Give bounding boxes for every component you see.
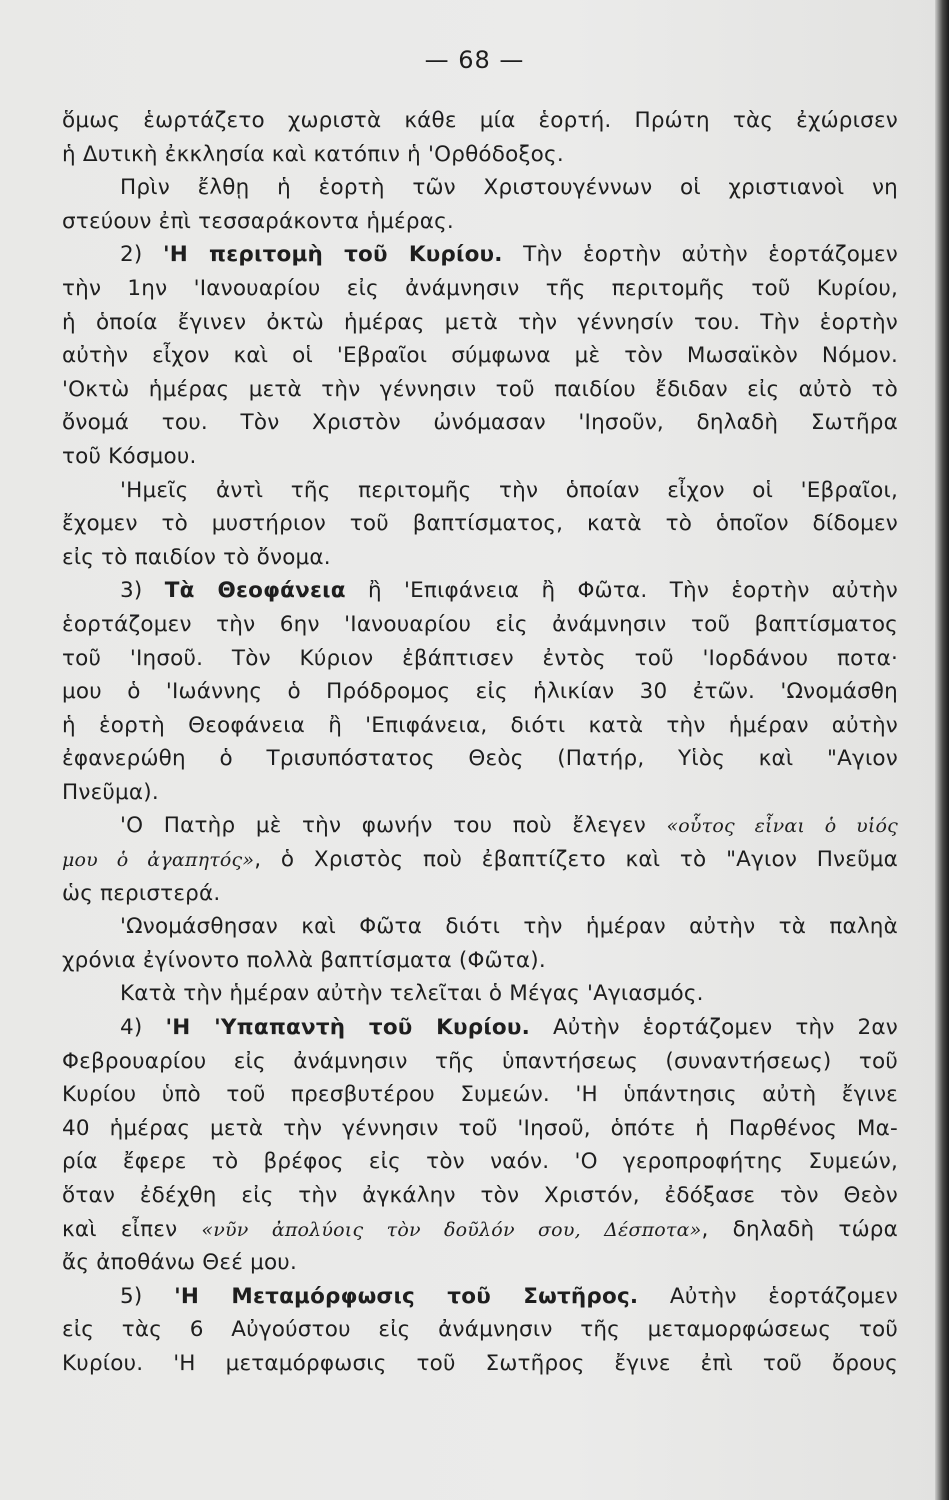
text-line — [62, 171, 898, 205]
text-segment: 2) — [120, 242, 163, 268]
text-segment: μου ὁ 'Ιωάννης ὁ Πρόδρομος εἰς ἡλικίαν 30 ἐτῶν. 'Ωνομάσθη — [62, 679, 898, 705]
page-number: — 68 — — [424, 46, 525, 74]
section-heading: 'Η Μεταμόρφωσις τοῦ Σωτῆρος. — [174, 1283, 639, 1309]
text-line — [62, 1213, 898, 1247]
text-line — [62, 742, 898, 776]
text-segment: 40 ἡμέρας μετὰ τὴν γέννησιν τοῦ 'Ιησοῦ, ὁπότε ἡ Παρθένος Μα- — [62, 1115, 898, 1141]
text-line — [62, 1246, 898, 1280]
text-segment: ὅμως ἑωρτάζετο χωριστὰ κάθε μία ἑορτή. Πρώτη τὰς ἐχώρισεν — [62, 108, 898, 133]
text-line — [62, 1045, 898, 1079]
text-line — [62, 642, 898, 676]
text-line — [62, 507, 898, 541]
section-heading: 'Η 'Υπαπαντὴ τοῦ Κυρίου. — [165, 1015, 530, 1041]
text-segment: ὡς περιστερά. — [62, 880, 221, 906]
text-segment: 4) — [120, 1015, 166, 1041]
text-segment: εἰς τὸ παιδίον τὸ ὄνομα. — [62, 544, 331, 570]
text-line — [62, 1347, 898, 1381]
text-segment: χρόνια ἐγίνοντο πολλὰ βαπτίσματα (Φῶτα). — [62, 947, 546, 973]
text-line — [62, 238, 898, 272]
text-line — [62, 574, 898, 608]
text-line — [62, 1280, 898, 1314]
body-text — [62, 104, 898, 1381]
text-segment: ἡ ἑορτὴ Θεοφάνεια ἢ 'Επιφάνεια, διότι κατὰ τὴν ἡμέραν αὐτὴν — [62, 712, 898, 738]
text-segment: ἡ ὁποία ἔγινεν ὀκτὼ ἡμέρας μετὰ τὴν γέννησίν του. Τὴν ἑορτὴν — [62, 309, 898, 335]
text-segment: ὄνομά του. Τὸν Χριστὸν ὠνόμασαν 'Ιησοῦν, δηλαδὴ Σωτῆρα — [62, 410, 898, 436]
text-segment: 'Οκτὼ ἡμέρας μετὰ τὴν γέννησιν τοῦ παιδίου ἔδιδαν εἰς αὐτὸ τὸ — [62, 376, 898, 402]
text-segment: ὅταν ἐδέχθη εἰς τὴν ἀγκάλην τὸν Χριστόν, ἐδόξασε τὸν Θεὸν — [62, 1183, 898, 1208]
text-line — [62, 776, 898, 810]
text-segment: ἐφανερώθη ὁ Τρισυπόστατος Θεὸς (Πατήρ, Υἱὸς καὶ "Αγιον — [62, 746, 898, 772]
text-line — [62, 306, 898, 340]
quotation: μου ὁ ἀγαπητός» — [62, 849, 255, 872]
text-segment: , δηλαδὴ τώρα — [701, 1216, 898, 1242]
text-segment: 'Ημεῖς ἀντὶ τῆς περιτομῆς τὴν ὁποίαν εἶχον οἱ 'Εβραῖοι, — [120, 477, 898, 503]
text-line — [62, 843, 898, 877]
text-segment: Τὴν ἑορτὴν αὐτὴν ἑορτάζομεν — [502, 242, 898, 268]
text-segment: εἰς τὰς 6 Αὐγούστου εἰς ἀνάμνησιν τῆς μεταμορφώσεως τοῦ — [62, 1317, 898, 1343]
text-segment: αὐτὴν εἶχον καὶ οἱ 'Εβραῖοι σύμφωνα μὲ τὸν Μωσαϊκὸν Νόμον. — [62, 343, 898, 369]
text-segment: Πνεῦμα). — [62, 779, 159, 805]
text-segment: τοῦ 'Ιησοῦ. Τὸν Κύριον ἐβάπτισεν ἐντὸς τοῦ 'Ιορδάνου ποτα· — [62, 645, 898, 671]
section-heading: Τὰ Θεοφάνεια — [164, 578, 346, 604]
text-line — [62, 1313, 898, 1347]
book-spine-edge — [935, 0, 949, 1500]
text-segment: Αὐτὴν ἑορτάζομεν — [638, 1283, 898, 1309]
text-line — [62, 910, 898, 944]
text-segment: ἔχομεν τὸ μυστήριον τοῦ βαπτίσματος, κατὰ τὸ ὁποῖον δίδομεν — [62, 511, 898, 537]
text-segment: ἢ 'Επιφάνεια ἢ Φῶτα. Τὴν ἑορτὴν αὐτὴν — [345, 578, 898, 604]
text-line — [62, 474, 898, 508]
text-segment: 3) — [120, 578, 165, 604]
quotation: «νῦν ἀπολύοις τὸν δοῦλόν σου, Δέσποτα» — [201, 1218, 702, 1241]
text-line — [62, 1179, 898, 1213]
text-segment: Κυρίου. 'Η μεταμόρφωσις τοῦ Σωτῆρος ἔγινε ἐπὶ τοῦ ὄρους — [62, 1350, 898, 1376]
text-line — [62, 944, 898, 978]
text-line — [62, 1011, 898, 1045]
text-line — [62, 877, 898, 911]
text-line — [62, 440, 898, 474]
text-segment: τὴν 1ην 'Ιανουαρίου εἰς ἀνάμνησιν τῆς περιτομῆς τοῦ Κυρίου, — [62, 275, 898, 301]
text-segment: Φεβρουαρίου εἰς ἀνάμνησιν τῆς ὑπαντήσεως (συναντήσεως) τοῦ — [62, 1048, 898, 1074]
text-segment: ἡ Δυτικὴ ἐκκλησία καὶ κατόπιν ἡ 'Ορθόδοξος. — [62, 141, 564, 167]
text-segment: ρία ἔφερε τὸ βρέφος εἰς τὸν ναόν. 'Ο γεροπροφήτης Συμεών, — [62, 1149, 898, 1175]
text-segment: ἑορτάζομεν τὴν 6ην 'Ιανουαρίου εἰς ἀνάμνησιν τοῦ βαπτίσματος — [62, 611, 898, 637]
text-line — [62, 272, 898, 306]
text-line — [62, 809, 898, 843]
text-line — [62, 541, 898, 575]
text-segment: Αὐτὴν ἑορτάζομεν τὴν 2αν — [529, 1015, 898, 1041]
text-line — [62, 373, 898, 407]
text-line — [62, 608, 898, 642]
text-line — [62, 205, 898, 239]
text-line — [62, 675, 898, 709]
text-segment: 'Ο Πατὴρ μὲ τὴν φωνήν του ποὺ ἔλεγεν — [120, 813, 667, 839]
text-line — [62, 1145, 898, 1179]
text-segment: ἄς ἀποθάνω Θεέ μου. — [62, 1250, 297, 1276]
text-segment: στεύουν ἐπὶ τεσσαράκοντα ἡμέρας. — [62, 208, 454, 234]
text-segment: καὶ εἶπεν — [62, 1216, 202, 1242]
text-line — [62, 138, 898, 172]
text-line — [62, 1078, 898, 1112]
text-line — [62, 406, 898, 440]
text-segment: 'Ωνομάσθησαν καὶ Φῶτα διότι τὴν ἡμέραν αὐτὴν τὰ παληὰ — [120, 914, 898, 940]
text-line — [62, 709, 898, 743]
text-line — [62, 104, 898, 138]
text-segment: Πρὶν ἔλθῃ ἡ ἑορτὴ τῶν Χριστουγέννων οἱ χριστιανοὶ νη — [120, 175, 898, 201]
section-heading: 'Η περιτομὴ τοῦ Κυρίου. — [162, 242, 503, 268]
text-line — [62, 339, 898, 373]
text-segment: 5) — [120, 1283, 175, 1309]
text-line — [62, 1112, 898, 1146]
text-segment: Κατὰ τὴν ἡμέραν αὐτὴν τελεῖται ὁ Μέγας 'Αγιασμός. — [120, 981, 704, 1007]
text-segment: , ὁ Χριστὸς ποὺ ἐβαπτίζετο καὶ τὸ "Αγιον Πνεῦμα — [254, 847, 898, 873]
text-line — [62, 977, 898, 1011]
text-segment: Κυρίου ὑπὸ τοῦ πρεσβυτέρου Συμεών. 'Η ὑπάντησις αὐτὴ ἔγινε — [62, 1082, 898, 1108]
text-segment: τοῦ Κόσμου. — [62, 443, 197, 469]
quotation: «οὗτος εἶναι ὁ υἱός — [666, 815, 898, 838]
